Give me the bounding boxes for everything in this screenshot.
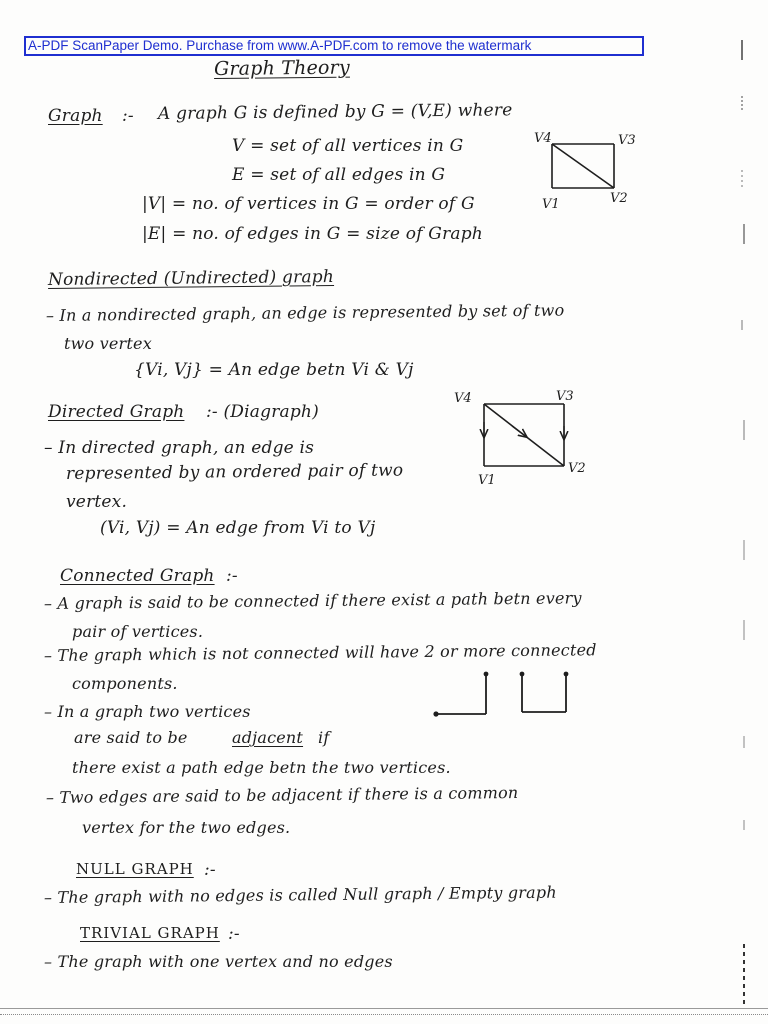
scan-edge-marks <box>708 0 768 1024</box>
graph-line-2: V = set of all vertices in G <box>232 136 464 156</box>
directed-vertex-label-v4: V4 <box>454 391 472 406</box>
nondirected-line-1: – In a nondirected graph, an edge is represented by set of two <box>45 300 565 325</box>
directed-heading-sep: :- (Diagraph) <box>206 402 319 422</box>
trivial-graph-line-1: – The graph with one vertex and no edges <box>44 952 393 971</box>
connected-line-8: – Two edges are said to be adjacent if there is a common <box>45 783 519 807</box>
graph-line-4: |V| = no. of vertices in G = order of G <box>142 194 475 214</box>
trivial-graph-heading-sep: :- <box>228 924 240 944</box>
vertex-label-v1: V1 <box>542 197 560 212</box>
connected-line-6a: are said to be <box>74 728 188 747</box>
graph-heading-sep: :- <box>122 106 134 126</box>
connected-heading-sep: :- <box>226 566 238 586</box>
connected-line-5: – In a graph two vertices <box>44 702 251 721</box>
vertex-label-v2: V2 <box>610 191 628 206</box>
graph-line-3: E = set of all edges in G <box>232 165 446 185</box>
adjacent-term: adjacent <box>232 728 304 747</box>
null-graph-heading-sep: :- <box>204 860 216 880</box>
directed-line-4: (Vi, Vj) = An edge from Vi to Vj <box>100 518 376 538</box>
null-graph-heading: NULL GRAPH <box>76 860 194 878</box>
connected-line-9: vertex for the two edges. <box>82 818 291 837</box>
graph-heading: Graph <box>48 106 103 126</box>
connected-line-6c: if <box>318 728 330 747</box>
connected-line-7: there exist a path edge betn the two vertices. <box>72 758 451 777</box>
connected-line-2: pair of vertices. <box>72 622 204 641</box>
graph-line-1: A graph G is defined by G = (V,E) where <box>157 100 513 124</box>
directed-line-2: represented by an ordered pair of two <box>65 460 404 484</box>
watermark-banner: A-PDF ScanPaper Demo. Purchase from www.A-PDF.com to remove the watermark <box>24 36 644 56</box>
nondirected-line-3: {Vi, Vj} = An edge betn Vi & Vj <box>134 360 414 380</box>
disconnected-graph-diagram <box>430 668 580 720</box>
directed-graph-diagram <box>452 386 602 490</box>
directed-heading: Directed Graph <box>48 402 185 422</box>
bottom-scan-dots <box>0 1014 768 1015</box>
null-graph-line-1: – The graph with no edges is called Null graph / Empty graph <box>43 882 557 907</box>
graph-example-diagram <box>530 130 640 210</box>
bottom-scan-line <box>0 1008 768 1009</box>
connected-line-3: – The graph which is not connected will have 2 or more connected <box>43 640 597 665</box>
nondirected-line-2: two vertex <box>64 334 152 353</box>
page-title: Graph Theory <box>213 56 350 80</box>
vertex-label-v3: V3 <box>618 133 636 148</box>
connected-heading: Connected Graph <box>60 566 215 586</box>
trivial-graph-heading: TRIVIAL GRAPH <box>80 924 220 942</box>
nondirected-heading: Nondirected (Undirected) graph <box>47 267 335 290</box>
connected-line-1: – A graph is said to be connected if there exist a path betn every <box>43 588 582 613</box>
connected-line-4: components. <box>72 674 178 693</box>
graph-line-5: |E| = no. of edges in G = size of Graph <box>142 224 483 244</box>
directed-vertex-label-v3: V3 <box>556 389 574 404</box>
directed-vertex-label-v2: V2 <box>568 461 586 476</box>
vertex-label-v4: V4 <box>534 131 552 146</box>
directed-vertex-label-v1: V1 <box>478 473 496 488</box>
directed-line-3: vertex. <box>66 492 128 512</box>
directed-line-1: – In directed graph, an edge is <box>44 438 315 458</box>
